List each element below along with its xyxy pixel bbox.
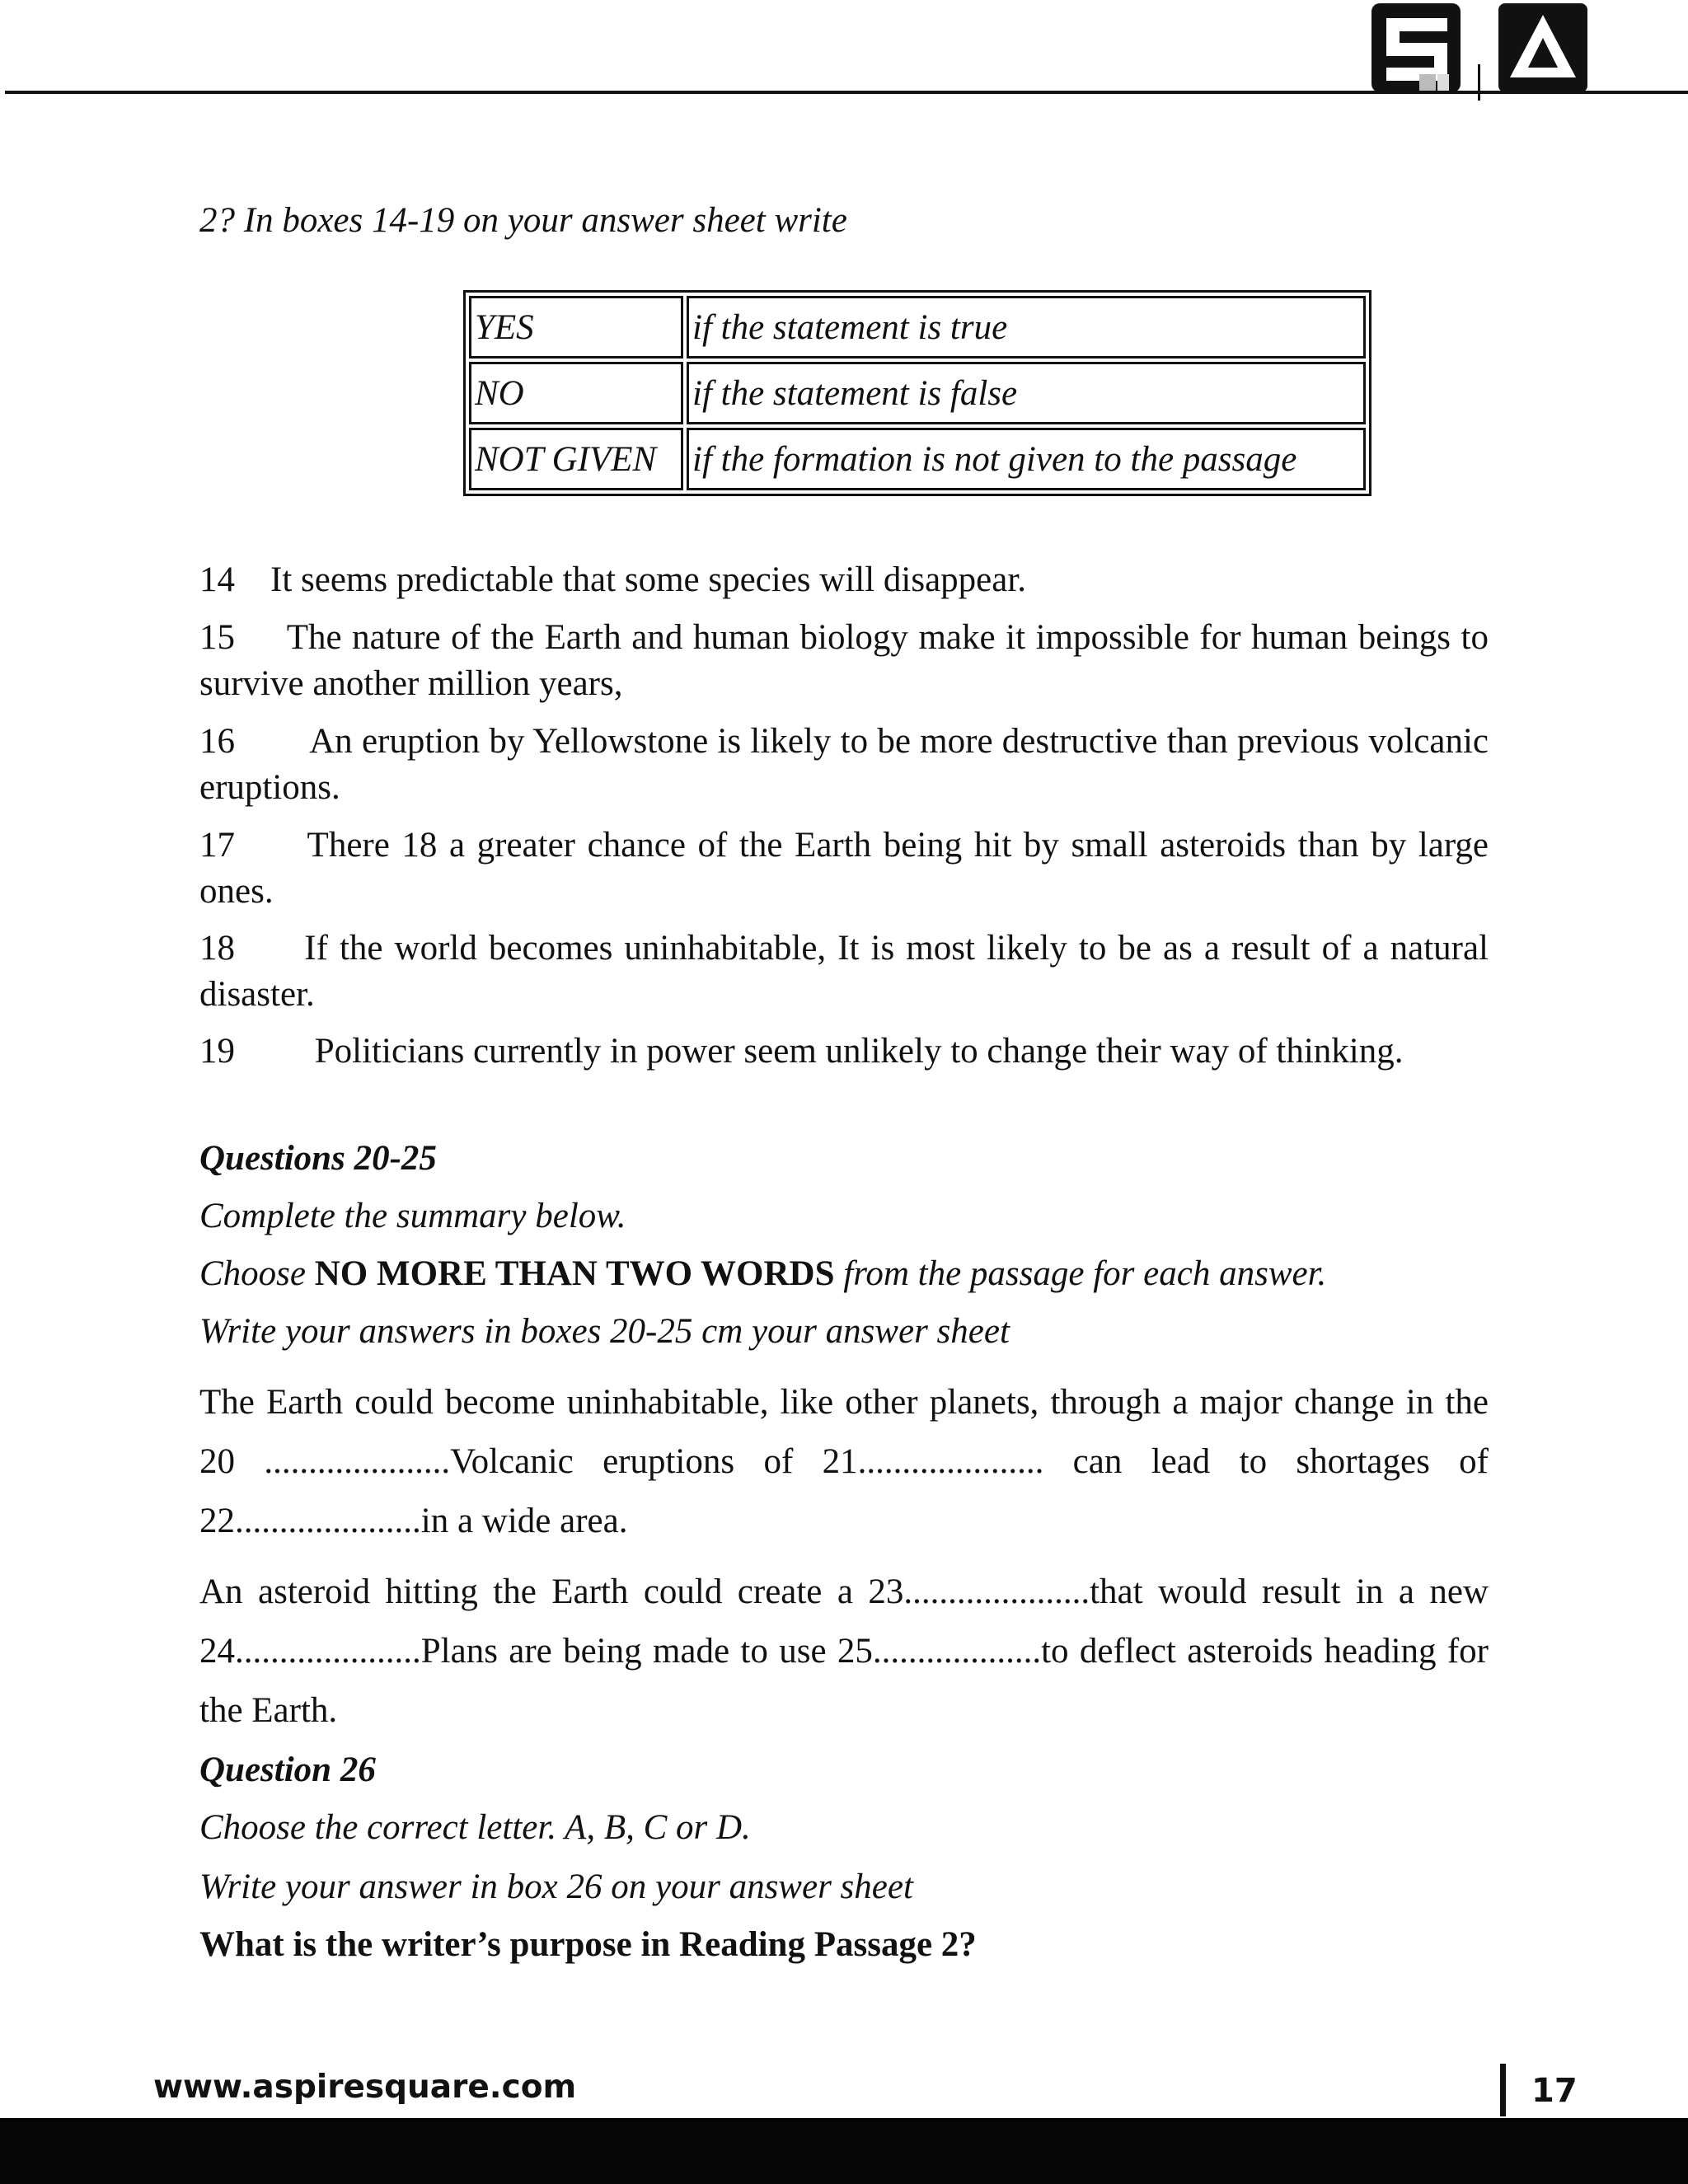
code-cell: NOT GIVEN	[469, 428, 683, 490]
instruction-choose-letter: Choose the correct letter. A, B, C or D.	[199, 1808, 751, 1847]
instruction-text: from the passage for each answer.	[834, 1254, 1327, 1293]
statement-number: 18	[199, 929, 235, 968]
statement-number: 15	[199, 618, 235, 657]
instruction-complete-summary: Complete the summary below.	[199, 1197, 626, 1235]
statement-item	[199, 557, 1489, 603]
statement-item	[199, 615, 1489, 707]
table-row	[469, 296, 1366, 359]
meaning-cell: if the statement is false	[687, 362, 1366, 424]
section-heading-20-25: Questions 20-25	[199, 1139, 437, 1178]
instruction-emphasis: NO MORE THAN TWO WORDS	[314, 1254, 835, 1293]
statement-number: 17	[199, 826, 235, 865]
statement-text: An eruption by Yellowstone is likely to be more destructive than previous volcanic eruptions.	[199, 722, 1489, 807]
statement-text: It seems predictable that some species will disappear.	[270, 560, 1027, 599]
statement-text: There 18 a greater chance of the Earth being hit by small asteroids than by large ones.	[199, 826, 1489, 911]
table-row	[469, 362, 1366, 424]
statement-number: 19	[199, 1032, 235, 1071]
statement-text: The nature of the Earth and human biology make it impossible for human beings to survive another million years,	[199, 618, 1489, 703]
code-cell: NO	[469, 362, 683, 424]
intro-instruction: 2? In boxes 14-19 on your answer sheet write	[199, 201, 847, 240]
statement-text: Politicians currently in power seem unlikely to change their way of thinking.	[314, 1032, 1404, 1071]
footer-band	[0, 2118, 1688, 2184]
statement-number: 16	[199, 722, 235, 761]
statement-item	[199, 1029, 1489, 1075]
statement-text: If the world becomes uninhabitable, It is most likely to be as a result of a natural disaster.	[199, 929, 1489, 1014]
statement-item	[199, 926, 1489, 1018]
statement-item	[199, 719, 1489, 811]
footer-divider	[1500, 2064, 1506, 2116]
statement-item	[199, 823, 1489, 915]
meaning-cell: if the statement is true	[687, 296, 1366, 359]
instruction-answer-boxes: Write your answers in boxes 20-25 cm your answer sheet	[199, 1312, 1010, 1351]
table-row	[469, 428, 1366, 490]
page-number: 17	[1531, 2072, 1578, 2110]
summary-paragraph-1: The Earth could become uninhabitable, like other planets, through a major change in the 20 .....................Volcanic eruptions of 21..................... can lead to shortages of 22.....................in a wide area.	[199, 1383, 1489, 1540]
code-cell: YES	[469, 296, 683, 359]
logo-separator	[1478, 64, 1480, 101]
statement-number: 14	[199, 560, 235, 599]
instruction-answer-box-26: Write your answer in box 26 on your answer sheet	[199, 1868, 913, 1906]
answer-codes-table	[463, 290, 1372, 496]
question-26-text: What is the writer’s purpose in Reading Passage 2?	[199, 1925, 977, 1964]
summary-paragraph-2: An asteroid hitting the Earth could create a 23.....................that would result in a new 24.....................Plans are being made to use 25...................to deflect asteroids heading for the Earth.	[199, 1572, 1489, 1730]
footer-website: www.aspiresquare.com	[153, 2069, 577, 2106]
aspire-square-logo-icon	[1372, 3, 1461, 92]
instruction-text: Choose	[199, 1254, 315, 1293]
instruction-word-limit	[199, 1251, 1489, 1296]
a-triangle-logo-icon	[1498, 3, 1587, 92]
meaning-cell: if the formation is not given to the passage	[687, 428, 1366, 490]
section-heading-26: Question 26	[199, 1750, 376, 1789]
